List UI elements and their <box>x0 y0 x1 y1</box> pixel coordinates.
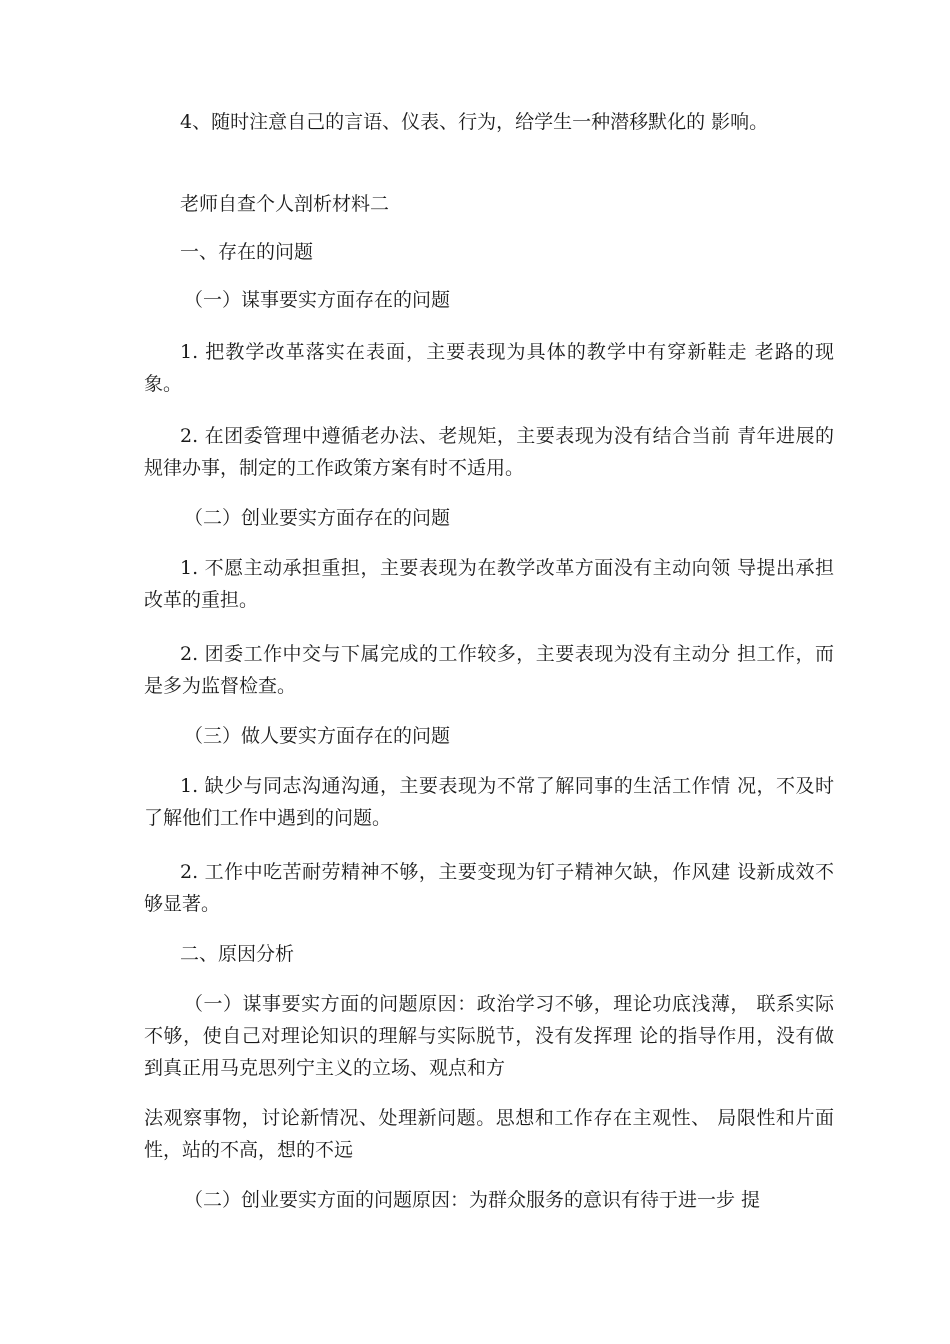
paragraph-planning-2: 2. 在团委管理中遵循老办法、老规矩，主要表现为没有结合当前 青年进展的规律办事，制定的工作政策方案有时不适用。 <box>144 425 834 479</box>
subheading-conduct: （三）做人要实方面存在的问题 <box>184 725 451 747</box>
paragraph-entrepreneurship-2: 2. 团委工作中交与下属完成的工作较多，主要表现为没有主动分 担工作，而是多为监督检查。 <box>144 643 834 697</box>
paragraph-cause-planning: （一）谋事要实方面的问题原因：政治学习不够，理论功底浅薄， 联系实际不够，使自己对理论知识的理解与实际脱节，没有发挥理 论的指导作用，没有做到真正用马克思列宁主义的立场、观点和方 <box>144 993 834 1079</box>
paragraph-conduct-2: 2. 工作中吃苦耐劳精神不够，主要变现为钉子精神欠缺，作风建 设新成效不够显著。 <box>144 861 834 915</box>
paragraph-cause-entrepreneurship: （二）创业要实方面的问题原因：为群众服务的意识有待于进一步 提 <box>184 1189 761 1211</box>
paragraph-cause-planning-continued: 法观察事物，讨论新情况、处理新问题。思想和工作存在主观性、 局限性和片面性，站的不高，想的不远 <box>144 1107 834 1161</box>
heading-problems: 一、存在的问题 <box>180 241 314 263</box>
paragraph-entrepreneurship-1: 1. 不愿主动承担重担，主要表现为在教学改革方面没有主动向领 导提出承担改革的重担。 <box>144 557 834 611</box>
subheading-entrepreneurship: （二）创业要实方面存在的问题 <box>184 507 451 529</box>
paragraph-planning-1: 1. 把教学改革落实在表面，主要表现为具体的教学中有穿新鞋走 老路的现象。 <box>144 341 834 395</box>
subheading-planning: （一）谋事要实方面存在的问题 <box>184 289 451 311</box>
heading-cause-analysis: 二、原因分析 <box>180 943 295 965</box>
paragraph-item-4: 4、随时注意自己的言语、仪表、行为，给学生一种潜移默化的 影响。 <box>180 111 769 133</box>
section-title: 老师自查个人剖析材料二 <box>180 193 390 215</box>
paragraph-conduct-1: 1. 缺少与同志沟通沟通，主要表现为不常了解同事的生活工作情 况，不及时了解他们工作中遇到的问题。 <box>144 775 834 829</box>
